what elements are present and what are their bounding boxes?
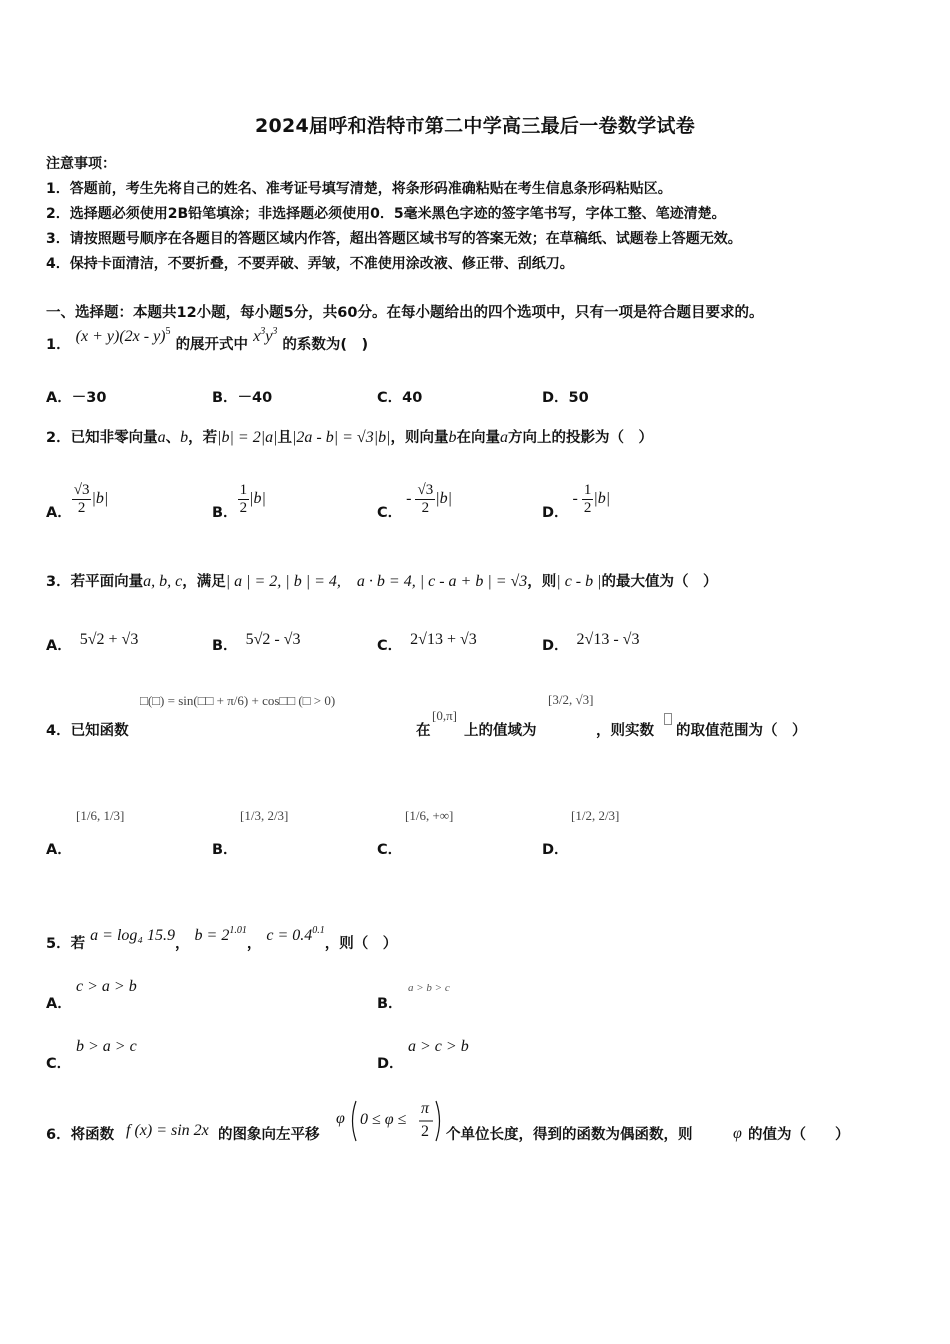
question-text: 上的值域为: [464, 723, 537, 739]
question-text: 方向上的投影为（ ）: [507, 430, 653, 446]
option-a[interactable]: A． $\frac{√3}{2}$ |b|: [46, 482, 109, 521]
omega-placeholder-icon: [664, 708, 672, 727]
math-constraint: 0 ≤ φ ≤ π 2: [348, 1098, 444, 1144]
page-title: 2024届呼和浩特市第二中学高三最后一卷数学试卷: [254, 115, 696, 137]
option-d[interactable]: D． 2√13 - √3: [542, 631, 640, 654]
option-c-math: b > a > c: [76, 1038, 137, 1055]
option-c-label[interactable]: C．: [46, 1056, 72, 1072]
question-5: [46, 925, 398, 953]
math-condition: |b| = 2|a|: [217, 429, 278, 446]
math-c: $c = 0.4^{0.1}$: [266, 925, 325, 944]
vector-b: b: [180, 429, 189, 446]
option-b[interactable]: B．－40: [212, 390, 273, 406]
section-heading: 一、选择题：本题共12小题，每小题5分，共60分。在每小题给出的四个选项中，只有一项是符合题目要求的。: [46, 305, 764, 321]
question-text: 3．若平面向量: [46, 574, 144, 590]
math-a: a = log₄ 15.9: [90, 927, 175, 944]
range-image: [3/2, √3]: [548, 692, 594, 707]
question-text: 的值为（ ）: [748, 1127, 850, 1143]
question-number: 1．: [46, 337, 71, 353]
option-b-image: [1/3, 2/3]: [240, 808, 289, 823]
math-condition: |2a - b| = √3|b|: [291, 429, 391, 446]
option-d-math: a > c > b: [408, 1038, 469, 1055]
question-text: ，满足: [182, 574, 226, 590]
notice-item: 2．选择题必须使用2B铅笔填涂；非选择题必须使用0．5毫米黑色字迹的签字笔书写，字体工整、笔迹清楚。: [46, 206, 726, 222]
math-target: | c - b |: [556, 573, 602, 590]
question-1: [46, 326, 369, 354]
option-b-math: a > b > c: [408, 982, 450, 994]
notice-item: 3．请按照题号顺序在各题目的答题区域内作答，超出答题区域书写的答案无效；在草稿纸、试题卷上答题无效。: [46, 231, 742, 247]
notice-item: 1．答题前，考生先将自己的姓名、准考证号填写清楚，将条形码准确粘贴在考生信息条形码粘贴区。: [46, 181, 672, 197]
notice-item: 4．保持卡面清洁，不要折叠，不要弄破、弄皱，不准使用涂改液、修正带、刮纸刀。: [46, 256, 574, 272]
math-phi: φ: [733, 1125, 742, 1142]
question-text: 的展开式中: [175, 337, 249, 353]
option-d-image: [1/2, 2/3]: [571, 808, 620, 823]
option-a-label[interactable]: A．: [46, 842, 72, 858]
question-text: ，: [174, 936, 190, 952]
question-text: ，则: [527, 574, 557, 590]
question-4-number: 4．已知函数: [46, 723, 129, 739]
question-text: 的取值范围为（ ）: [676, 723, 807, 739]
math-term: $x^3y^3$: [253, 326, 278, 345]
question-text: 、: [165, 430, 181, 446]
math-vars: a, b, c: [143, 573, 183, 590]
question-text: ，若: [188, 430, 218, 446]
option-a[interactable]: A．－30: [46, 390, 107, 406]
vector-a: a: [499, 429, 508, 446]
math-expression: (x + y)(2x - y)$^5$: [75, 326, 171, 345]
option-d-label[interactable]: D．: [542, 842, 569, 858]
option-a-label[interactable]: A．: [46, 996, 72, 1012]
question-text: 且: [277, 430, 292, 446]
question-6-number: 6．将函数: [46, 1127, 115, 1143]
notice-heading: 注意事项：: [46, 156, 116, 172]
question-text: 2．已知非零向量: [46, 430, 158, 446]
question-text: 的图象向左平移: [218, 1127, 320, 1143]
interval-image: [0,π]: [432, 708, 457, 723]
option-d-label[interactable]: D．: [377, 1056, 404, 1072]
option-a[interactable]: A． 5√2 + √3: [46, 631, 139, 654]
question-text: 的系数为( ): [282, 337, 369, 353]
option-c[interactable]: C．40: [377, 390, 423, 406]
option-c-image: [1/6, +∞]: [405, 808, 454, 823]
option-c[interactable]: C．- $\frac{√3}{2}$ |b|: [377, 482, 453, 521]
option-c[interactable]: C． 2√13 + √3: [377, 631, 477, 654]
question-text: ，则（ ）: [324, 936, 398, 952]
question-text: 的最大值为（ ）: [601, 574, 718, 590]
option-c-label[interactable]: C．: [377, 842, 403, 858]
option-b-label[interactable]: B．: [377, 996, 403, 1012]
math-phi: φ: [336, 1110, 345, 1127]
question-text: 在: [416, 723, 431, 739]
option-a-math: c > a > b: [76, 978, 137, 995]
option-a-image: [1/6, 1/3]: [76, 808, 125, 823]
question-text: ，则实数: [596, 723, 654, 739]
option-d[interactable]: D．- $\frac{1}{2}$ |b|: [542, 482, 611, 521]
math-function: f (x) = sin 2x: [126, 1122, 209, 1139]
question-2: [46, 426, 653, 447]
option-b[interactable]: B． $\frac{1}{2}$ |b|: [212, 482, 266, 521]
math-condition: | a | = 2, | b | = 4, a · b = 4, | c - a + b | = √3: [225, 573, 528, 590]
vector-b: b: [448, 429, 457, 446]
math-b: $b = 2^{1.01}$: [194, 925, 247, 944]
option-b-label[interactable]: B．: [212, 842, 238, 858]
function-image: □(□) = sin(□□ + π/6) + cos□□ (□ > 0): [140, 693, 336, 708]
question-text: 个单位长度，得到的函数为偶函数，则: [446, 1127, 693, 1143]
question-text: ，: [246, 936, 262, 952]
question-3: [46, 568, 718, 591]
question-text: ，则向量: [390, 430, 449, 446]
option-d[interactable]: D．50: [542, 390, 589, 406]
question-text: 5．若: [46, 936, 86, 952]
option-b[interactable]: B． 5√2 - √3: [212, 631, 301, 654]
vector-a: a: [157, 429, 166, 446]
question-text: 在向量: [456, 430, 500, 446]
